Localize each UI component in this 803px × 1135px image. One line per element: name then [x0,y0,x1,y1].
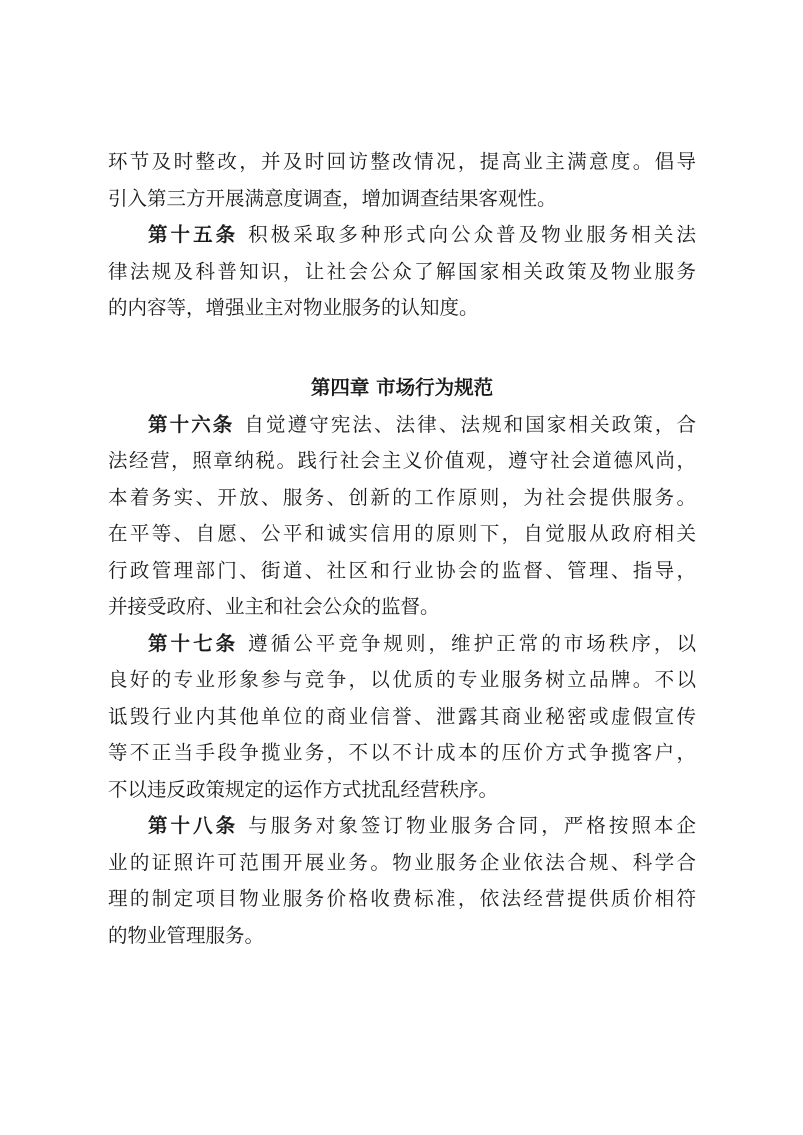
paragraph-line: 在平等、自愿、公平和诚实信用的原则下，自觉服从政府相关 [108,522,696,545]
article-15-label: 第十五条 [148,223,239,246]
article-17-first-line [108,626,696,663]
paragraph-line: 的内容等，增强业主对物业服务的认知度。 [108,296,479,319]
article-17-label: 第十七条 [148,631,239,655]
article-15-text: 积极采取多种形式向公众普及物业服务相关法 [248,223,696,246]
paragraph-line: 并接受政府、业主和社会公众的监督。 [108,595,440,618]
article-18-label: 第十八条 [148,814,239,837]
paragraph-line: 法经营，照章纳税。践行社会主义价值观，遵守社会道德风尚， [108,449,696,472]
paragraph-line: 行政管理部门、街道、社区和行业协会的监督、管理、指导， [108,558,696,582]
paragraph-line: 律法规及科普知识，让社会公众了解国家相关政策及物业服务 [108,259,696,283]
chapter-4-title: 第四章 市场行为规范 [310,375,494,399]
paragraph-line: 诋毁行业内其他单位的商业信誉、泄露其商业秘密或虚假宣传 [108,704,696,728]
article-18-text: 与服务对象签订物业服务合同，严格按照本企 [248,814,696,837]
paragraph-line: 环节及时整改，并及时回访整改情况，提高业主满意度。倡导 [108,150,696,173]
article-18-first-line [108,808,696,845]
article-15-first-line [108,217,696,254]
document-page [108,144,696,954]
article-17-text: 遵循公平竞争规则，维护正常的市场秩序，以 [248,631,696,655]
paragraph-line: 的物业管理服务。 [108,923,265,947]
paragraph-line: 良好的专业形象参与竞争，以优质的专业服务树立品牌。不以 [108,668,696,691]
chapter-spacer [108,327,696,368]
paragraph-line: 业的证照许可范围开展业务。物业服务企业依法合规、科学合 [108,850,696,874]
article-16-text: 自觉遵守宪法、法律、法规和国家相关政策，合 [244,412,696,436]
paragraph-line: 引入第三方开展满意度调查，增加调查结果客观性。 [108,186,557,210]
article-16-first-line [108,407,696,444]
paragraph-line: 不以违反政策规定的运作方式扰乱经营秩序。 [108,777,499,801]
paragraph-line: 理的制定项目物业服务价格收费标准，依法经营提供质价相符 [108,887,696,910]
paragraph-line: 本着务实、开放、服务、创新的工作原则，为社会提供服务。 [108,485,696,509]
article-16-label: 第十六条 [148,412,235,436]
paragraph-line: 等不正当手段争揽业务，不以不计成本的压价方式争揽客户， [108,741,696,764]
